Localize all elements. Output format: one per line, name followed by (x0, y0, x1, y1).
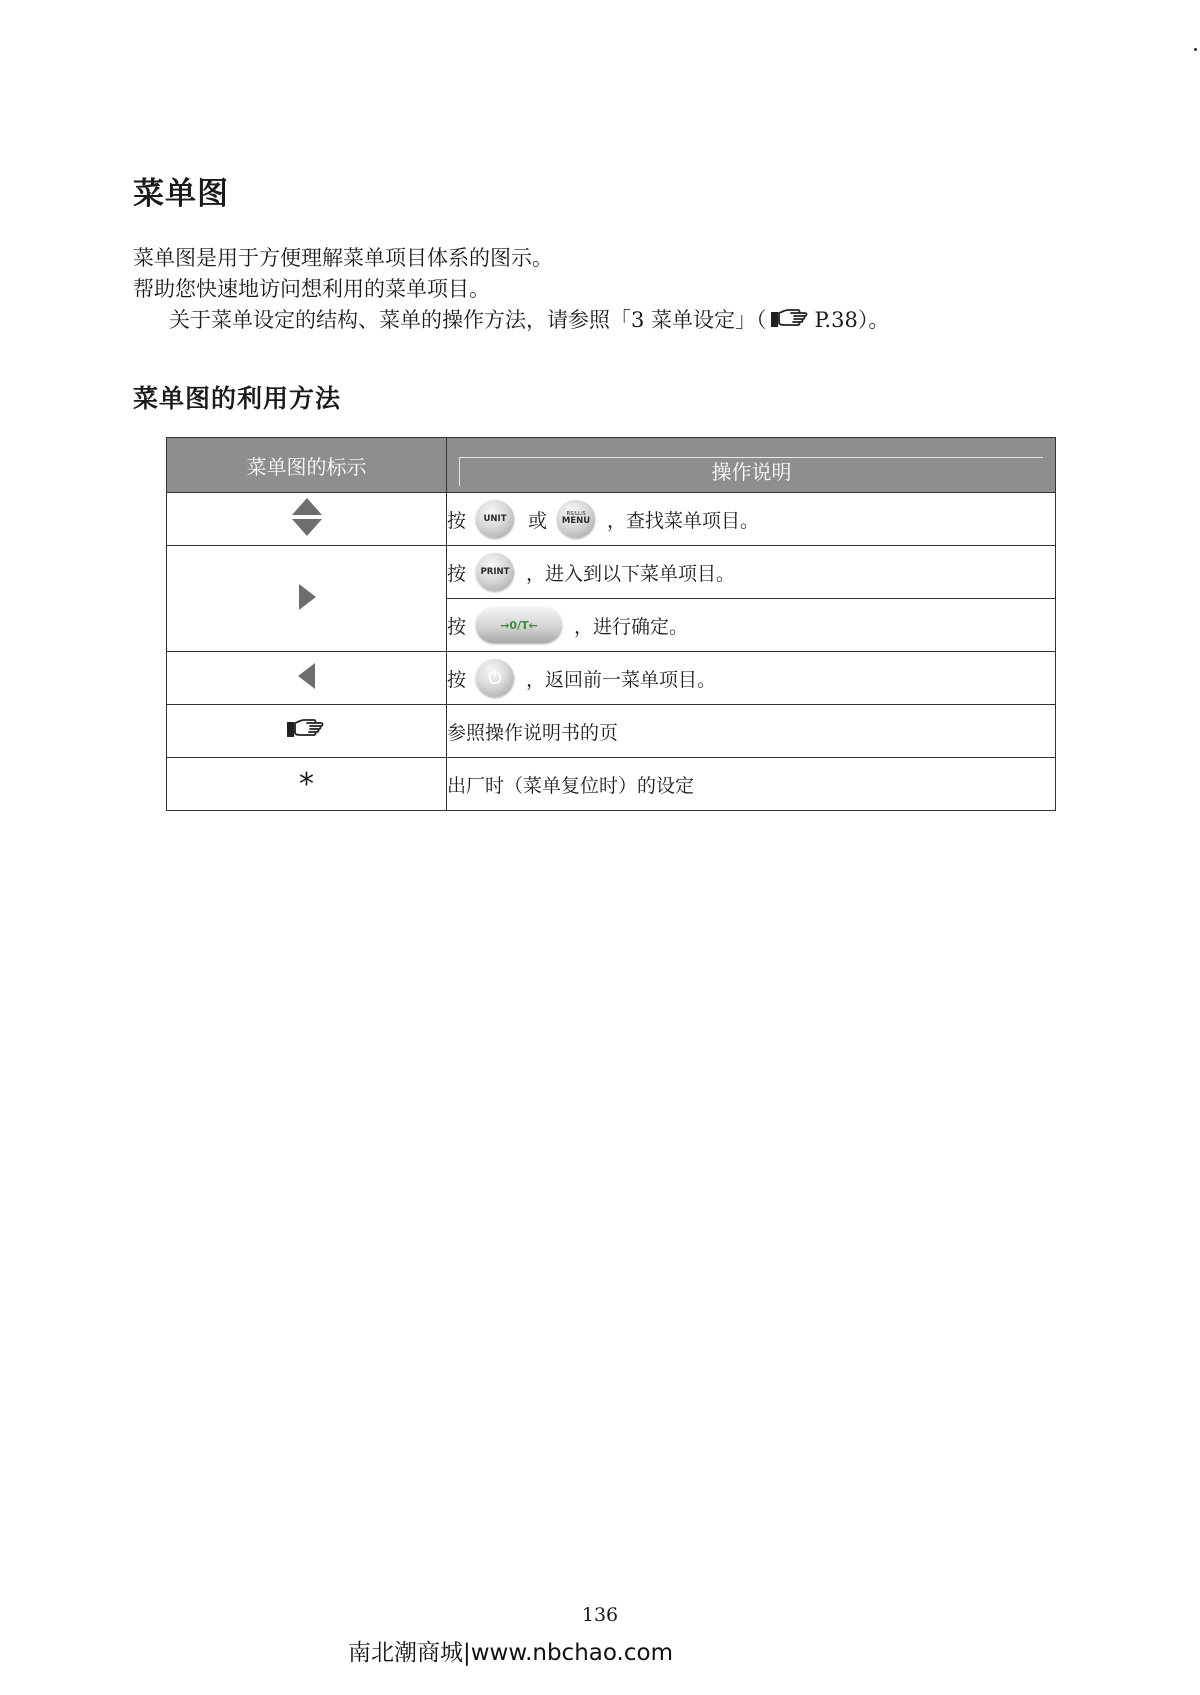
site-watermark: 南北潮商城|www.nbchao.com (348, 1640, 673, 1666)
up-down-triangle-icon (290, 523, 324, 542)
desc-cell (447, 493, 1056, 546)
desc-text: ，进行确定。 (574, 615, 689, 638)
header-operation: 操作说明 (447, 438, 1056, 493)
table-row (167, 546, 1056, 599)
press-label: 按 (447, 509, 467, 532)
press-label: 按 (447, 562, 467, 585)
corner-mark (1194, 48, 1197, 51)
desc-cell (447, 599, 1056, 652)
desc-text: 参照操作说明书的页 (447, 721, 619, 744)
symbol-cell (167, 758, 447, 811)
desc-cell (447, 546, 1056, 599)
desc-text: ，进入到以下菜单项目。 (526, 562, 736, 585)
desc-cell (447, 652, 1056, 705)
header-symbol: 菜单图的标示 (167, 438, 447, 493)
symbol-cell (167, 546, 447, 652)
left-triangle-icon (296, 676, 318, 695)
table-row (167, 705, 1056, 758)
intro-line-3 (133, 305, 889, 340)
unit-button: UNIT (476, 500, 514, 538)
table-row (167, 493, 1056, 546)
intro-line-3-page: P.38）。 (814, 308, 890, 332)
intro-paragraph (133, 243, 889, 340)
symbol-cell (167, 705, 447, 758)
power-icon (487, 669, 503, 688)
table-row (167, 652, 1056, 705)
symbol-cell (167, 652, 447, 705)
table-header-row (167, 438, 1056, 493)
power-button (476, 659, 514, 697)
page-title: 菜单图 (133, 176, 229, 212)
zero-tare-button: →0/T← (476, 607, 562, 643)
page-number: 136 (581, 1604, 619, 1626)
desc-cell (447, 758, 1056, 811)
desc-text: 出厂时（菜单复位时）的设定 (447, 774, 695, 797)
menu-button: RS/LL/S MENU (557, 500, 595, 538)
asterisk-symbol: * (299, 766, 314, 802)
print-button: PRINT (476, 553, 514, 591)
intro-line-3-text: 关于菜单设定的结构、菜单的操作方法，请参照「3 菜单设定」（ (169, 308, 767, 332)
menu-legend-table (166, 437, 1056, 811)
desc-text: ，返回前一菜单项目。 (526, 668, 717, 691)
press-label: 按 (447, 615, 467, 638)
right-triangle-icon (296, 597, 318, 616)
or-label: 或 (528, 509, 548, 532)
press-label: 按 (447, 668, 467, 691)
table-row (167, 758, 1056, 811)
section-title: 菜单图的利用方法 (133, 384, 342, 413)
desc-cell (447, 705, 1056, 758)
desc-text: ，查找菜单项目。 (607, 509, 760, 532)
intro-line-1: 菜单图是用于方便理解菜单项目体系的图示。 (133, 246, 553, 270)
pointing-hand-icon (285, 726, 329, 745)
pointing-hand-icon (769, 307, 813, 340)
symbol-cell (167, 493, 447, 546)
intro-line-2: 帮助您快速地访问想利用的菜单项目。 (133, 277, 490, 301)
